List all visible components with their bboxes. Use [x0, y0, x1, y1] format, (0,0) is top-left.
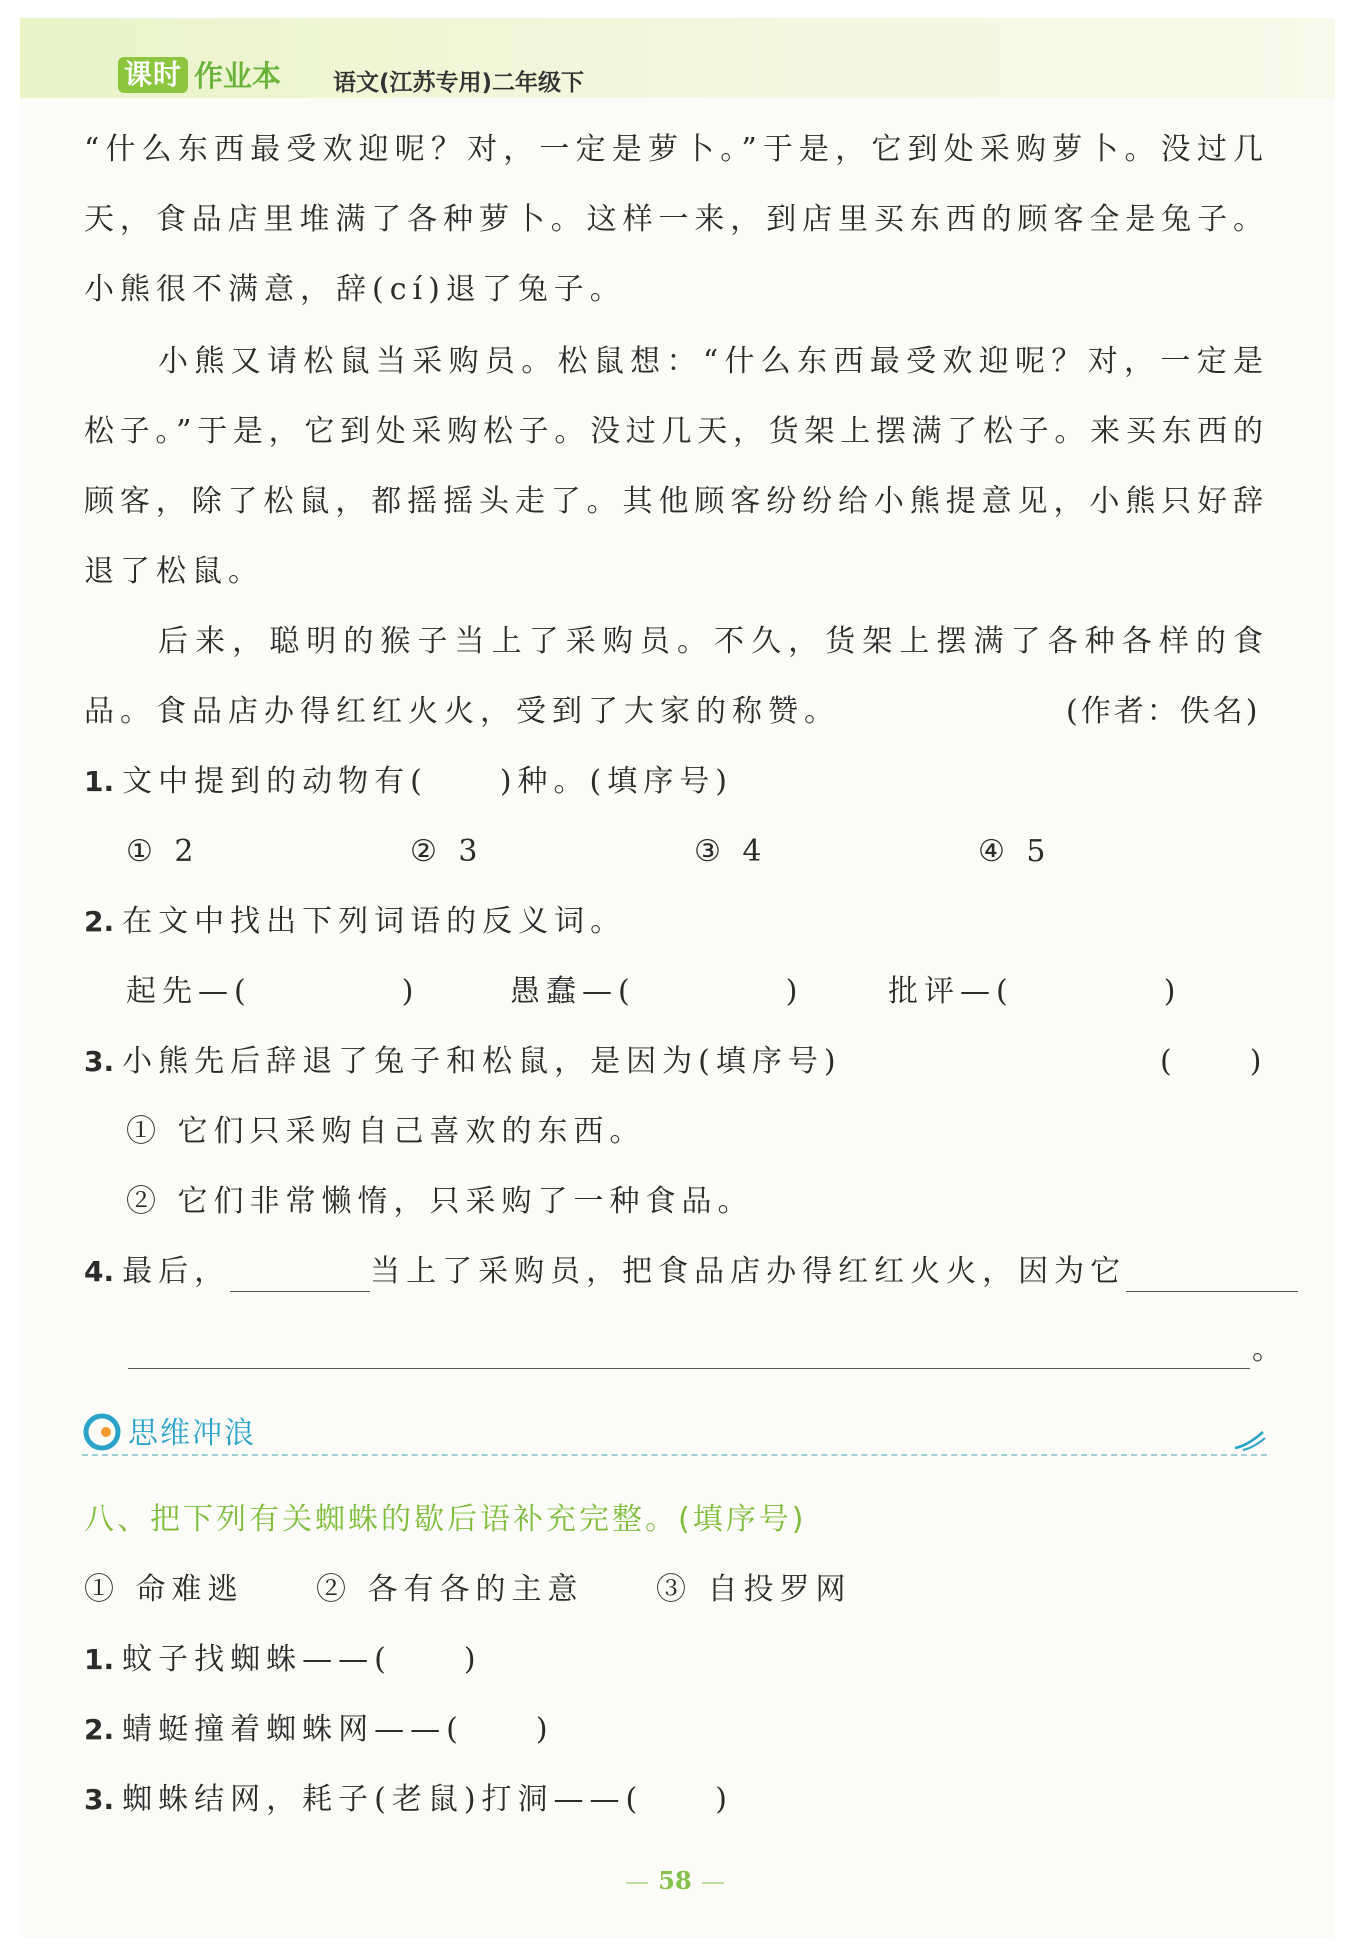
logo-mark: 课时: [118, 57, 188, 93]
question-3: [84, 1042, 842, 1082]
part8-item: [84, 1710, 554, 1750]
q1-option: ④ 5: [978, 834, 1052, 869]
close-paren: ): [785, 974, 804, 1009]
question-text: 在文中找出下列词语的反义词。: [122, 904, 627, 939]
passage-line: 后来，聪明的猴子当上了采购员。不久，货架上摆满了各种各样的食: [158, 624, 1266, 659]
antonym-label: 起先—(: [126, 974, 252, 1009]
antonym-item: [126, 972, 419, 1012]
item-number: 1.: [84, 1643, 115, 1676]
part8-option: ③ 自投罗网: [656, 1572, 852, 1607]
author-credit: (作者：佚名): [1066, 694, 1261, 729]
page-number-value: 58: [658, 1866, 692, 1895]
question-4: [84, 1252, 1298, 1292]
q3-option: ② 它们非常懒惰，只采购了一种食品。: [126, 1184, 754, 1219]
item-text: 蚊子找蜘蛛——( ): [122, 1642, 482, 1677]
question-text: 小熊先后辞退了兔子和松鼠，是因为(填序号): [122, 1044, 842, 1079]
question-text: 文中提到的动物有( )种。(填序号): [122, 764, 733, 799]
section-title: 思维冲浪: [128, 1416, 256, 1451]
part8-option: ② 各有各的主意: [316, 1572, 584, 1607]
passage-line: “什么东西最受欢迎呢？对，一定是萝卜。”于是，它到处采购萝卜。没过几: [84, 132, 1266, 167]
q1-option: ② 3: [410, 834, 484, 869]
wave-icon: [1233, 1426, 1267, 1452]
subject-label: 语文(江苏专用)二年级下: [333, 70, 585, 96]
part8-item: [84, 1780, 733, 1820]
close-paren: ): [1163, 974, 1182, 1009]
question-number: 3.: [84, 1045, 115, 1078]
answer-blank[interactable]: [230, 1255, 370, 1292]
part8-title: 八、把下列有关蜘蛛的歇后语补充完整。(填序号): [84, 1502, 807, 1537]
page-number: [0, 1866, 1350, 1895]
item-number: 3.: [84, 1783, 115, 1816]
question-number: 2.: [84, 905, 115, 938]
answer-blank[interactable]: [1126, 1255, 1298, 1292]
item-number: 2.: [84, 1713, 115, 1746]
part8-item: [84, 1640, 482, 1680]
question-text: 最后，: [122, 1254, 231, 1289]
part8-option: ① 命难逃: [84, 1572, 244, 1607]
swirl-icon: [82, 1412, 122, 1452]
q3-option: ① 它们只采购自己喜欢的东西。: [126, 1114, 646, 1149]
question-text: 当上了采购员，把食品店办得红红火火，因为它: [370, 1254, 1127, 1289]
passage-line: 品。食品店办得红红火火，受到了大家的称赞。: [84, 694, 840, 729]
passage-line: 小熊又请松鼠当采购员。松鼠想：“什么东西最受欢迎呢？对，一定是: [158, 344, 1266, 379]
item-text: 蜘蛛结网，耗子(老鼠)打洞——( ): [122, 1782, 733, 1817]
passage-line: 松子。”于是，它到处采购松子。没过几天，货架上摆满了松子。来买东西的: [84, 414, 1266, 449]
passage-line: 退了松鼠。: [84, 554, 264, 589]
antonym-item: [510, 972, 803, 1012]
passage-line: 小熊很不满意，辞(cí)退了兔子。: [84, 272, 626, 307]
antonym-label: 愚蠢—(: [510, 974, 636, 1009]
question-2: [84, 902, 626, 942]
question-number: 1.: [84, 765, 115, 798]
answer-paren[interactable]: ( ): [1160, 1044, 1268, 1079]
page-number-dash: [702, 1882, 724, 1884]
antonym-label: 批评—(: [888, 974, 1014, 1009]
section-header: [82, 1408, 1267, 1456]
book-logo: [118, 54, 281, 95]
antonym-item: [888, 972, 1181, 1012]
sentence-end: 。: [1252, 1332, 1288, 1367]
passage-line: 天，食品店里堆满了各种萝卜。这样一来，到店里买东西的顾客全是兔子。: [84, 202, 1266, 237]
answer-line[interactable]: [128, 1332, 1250, 1369]
question-number: 4.: [84, 1255, 115, 1288]
question-1: [84, 762, 733, 802]
q1-option: ① 2: [126, 834, 200, 869]
logo-text: 作业本: [194, 59, 282, 93]
passage-line: 顾客，除了松鼠，都摇摇头走了。其他顾客纷纷给小熊提意见，小熊只好辞: [84, 484, 1266, 519]
page-number-dash: [626, 1882, 648, 1884]
close-paren: ): [401, 974, 420, 1009]
item-text: 蜻蜓撞着蜘蛛网——( ): [122, 1712, 554, 1747]
q1-option: ③ 4: [694, 834, 768, 869]
